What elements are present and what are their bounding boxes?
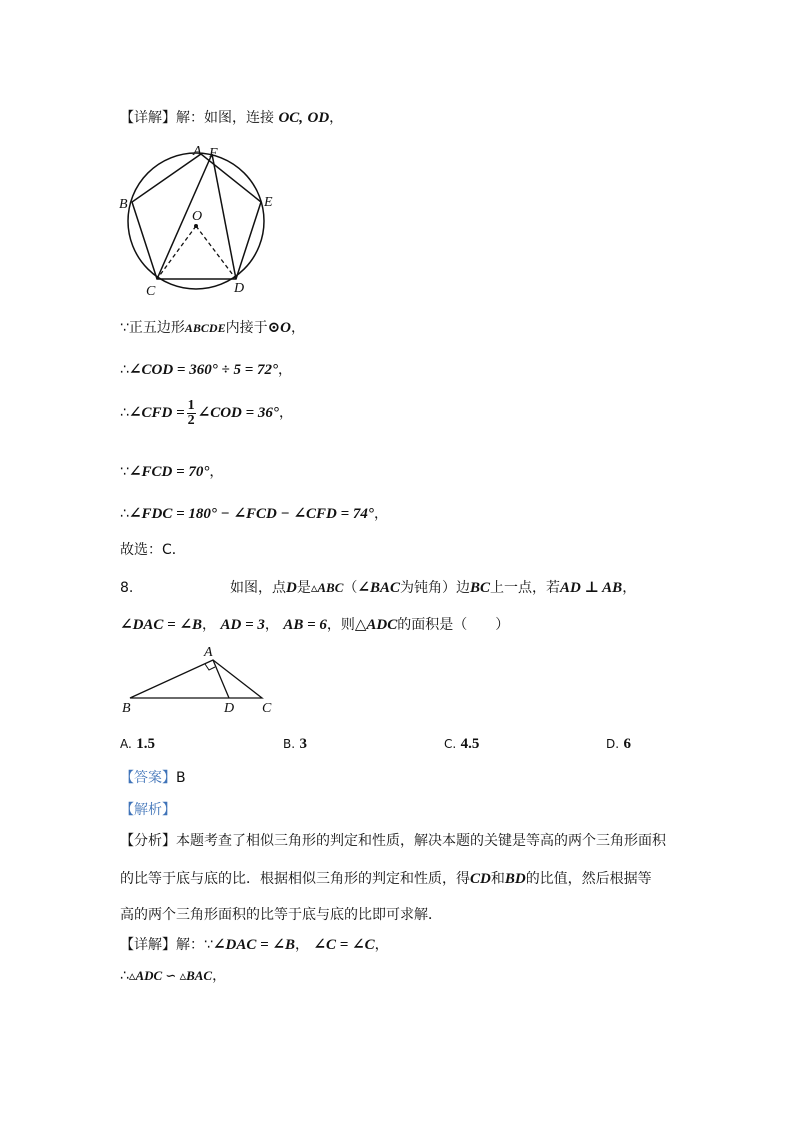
option-letter: D. xyxy=(606,737,620,751)
equation-cfd-right: ∠COD = 36° xyxy=(197,405,279,421)
option-a[interactable] xyxy=(120,734,155,754)
therefore-symbol: ∴ xyxy=(120,362,129,378)
detail-label: 【详解】 xyxy=(120,937,176,953)
equation-c: ∠C = ∠C xyxy=(313,937,375,953)
q-text: （ xyxy=(343,580,358,596)
analysis-line-2 xyxy=(120,869,652,889)
detail-text: 解： xyxy=(176,937,204,953)
punct: ， xyxy=(291,320,306,336)
label-c: C xyxy=(146,284,156,299)
punct: ， xyxy=(329,110,344,126)
segment-cd: CD xyxy=(470,871,491,887)
label-e: E xyxy=(264,195,273,210)
label-d: D xyxy=(234,281,245,296)
q-text: 为钝角）边 xyxy=(399,580,470,596)
segment-oc: OC, xyxy=(278,110,304,126)
point-o xyxy=(194,224,198,228)
question-8-line-1 xyxy=(230,578,636,598)
segment-fc xyxy=(157,154,212,279)
label-d: D xyxy=(224,701,235,716)
label-b: B xyxy=(122,701,131,716)
equation-cod: ∠COD = 360° ÷ 5 = 72° xyxy=(128,362,278,378)
option-value: 4.5 xyxy=(460,736,480,752)
punct: ， xyxy=(202,617,217,633)
segment-od: OD xyxy=(307,110,330,126)
denominator: 2 xyxy=(187,412,195,428)
label-o: O xyxy=(192,209,203,224)
equation-cfd-left: ∠CFD = xyxy=(128,405,185,421)
punct: ， xyxy=(209,464,224,480)
label-c: C xyxy=(262,701,272,716)
therefore-symbol: ∴ xyxy=(120,405,129,421)
punct: ， xyxy=(278,405,293,421)
similarity-line xyxy=(120,966,226,986)
step-line-3 xyxy=(120,398,293,428)
point-d: D xyxy=(286,580,297,596)
pentagon-figure xyxy=(116,142,296,302)
label-a: A xyxy=(193,144,202,159)
fenxi-text: 的比值，然后根据等 xyxy=(525,871,652,887)
label-f: F xyxy=(209,146,218,161)
q-text: 的面积是（ ） xyxy=(397,617,510,633)
segment-bd: BD xyxy=(504,871,526,887)
option-value: 1.5 xyxy=(136,736,156,752)
cond-ad: AD = 3 xyxy=(220,617,265,633)
step-line-2 xyxy=(120,360,292,380)
therefore-symbol: ∴ xyxy=(120,506,129,522)
punct: ， xyxy=(212,968,227,984)
detail-line-q8 xyxy=(120,935,389,955)
option-value: 3 xyxy=(299,736,307,752)
numerator: 1 xyxy=(187,397,195,413)
option-c[interactable] xyxy=(444,734,479,754)
punct: ， xyxy=(294,937,309,953)
punct: ， xyxy=(277,362,292,378)
analysis-label: 【解析】 xyxy=(120,802,176,818)
q-text: 如图，点 xyxy=(230,580,286,596)
segment-bc: BC xyxy=(469,580,490,596)
detail-line-1 xyxy=(120,108,343,128)
analysis-line-1 xyxy=(120,831,666,851)
option-b[interactable] xyxy=(283,734,307,754)
answer-value: B xyxy=(176,770,186,786)
triangle-figure xyxy=(116,644,286,719)
fenxi-text: 本题考查了相似三角形的判定和性质，解决本题的关键是等高的两个三角形面积 xyxy=(176,833,666,849)
answer-line: 故选：C． xyxy=(120,542,186,558)
triangle-abc: ▵ABC xyxy=(310,580,344,595)
fenxi-text: 和 xyxy=(490,871,505,887)
perp-ad-ab: AD ⊥ AB xyxy=(560,580,623,596)
circle-name: ⊙O xyxy=(267,320,292,336)
fenxi-text: 的比等于底与底的比．根据相似三角形的判定和性质，得 xyxy=(120,871,470,887)
therefore-symbol: ∴ xyxy=(120,968,129,984)
option-d[interactable] xyxy=(606,734,631,754)
label-a: A xyxy=(204,645,213,660)
question-8-line-2 xyxy=(120,615,509,635)
label-b: B xyxy=(119,197,128,212)
cond-ab: AB = 6 xyxy=(283,617,327,633)
q-text: 上一点，若 xyxy=(490,580,560,596)
equation-angle: ∠DAC = ∠B xyxy=(212,937,295,953)
option-letter: A. xyxy=(120,737,132,751)
option-letter: C. xyxy=(444,737,457,751)
step-line-4 xyxy=(120,462,223,482)
angle-bac: ∠BAC xyxy=(357,580,400,596)
q-text: ，则 xyxy=(326,617,355,633)
pentagon-name: ABCDE xyxy=(184,321,226,335)
punct: ， xyxy=(264,617,279,633)
option-value: 6 xyxy=(623,736,632,752)
inscribed-text: 内接于 xyxy=(225,320,268,336)
step-line-5 xyxy=(120,504,388,524)
cond-angle: ∠DAC = ∠B xyxy=(120,617,203,633)
q-text: 是 xyxy=(296,580,311,596)
answer-row xyxy=(120,768,186,788)
similar-triangles: ▵ADC ∽ ▵BAC xyxy=(128,968,213,983)
triangle-adc: △ADC xyxy=(354,617,398,633)
segment-od-dashed xyxy=(196,226,236,279)
because-symbol: ∵ xyxy=(204,937,213,953)
punct: ， xyxy=(622,580,637,596)
equation-fdc: ∠FDC = 180° − ∠FCD − ∠CFD = 74° xyxy=(128,506,374,522)
option-letter: B. xyxy=(283,737,296,751)
triangle-abc-shape xyxy=(130,660,262,698)
answer-label: 【答案】 xyxy=(120,770,176,786)
detail-text: 解：如图，连接 xyxy=(176,110,274,126)
right-angle-mark xyxy=(205,664,215,670)
punct: ， xyxy=(373,506,388,522)
because-text: ∵正五边形 xyxy=(120,320,185,336)
equation-fcd: ∠FCD = 70° xyxy=(128,464,210,480)
punct: ， xyxy=(374,937,389,953)
detail-label: 【详解】 xyxy=(120,110,176,126)
fenxi-label: 【分析】 xyxy=(120,833,176,849)
analysis-line-3: 高的两个三角形面积的比等于底与底的比即可求解． xyxy=(120,907,442,923)
step-line-1 xyxy=(120,318,305,338)
question-number: 8. xyxy=(120,580,134,596)
fraction-half xyxy=(187,399,196,428)
because-symbol: ∵ xyxy=(120,464,129,480)
